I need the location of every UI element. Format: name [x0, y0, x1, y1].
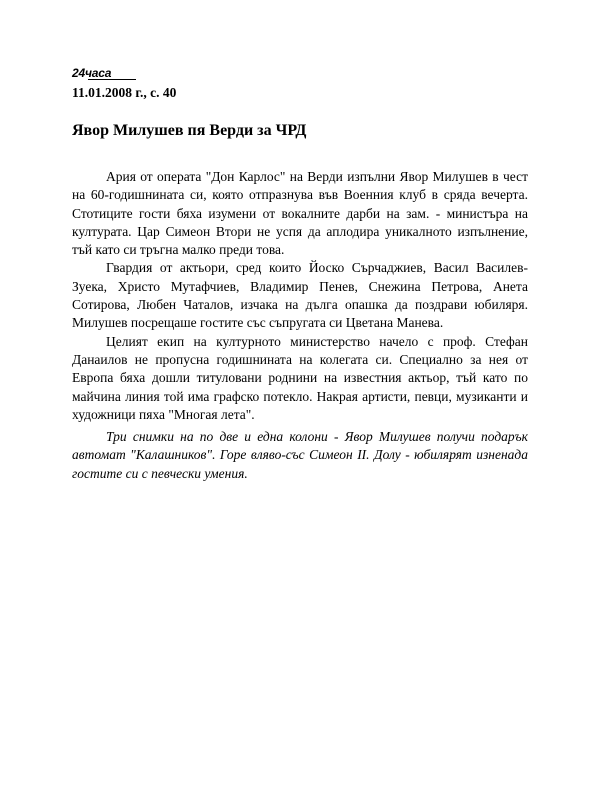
photo-caption-text: Три снимки на по две и една колони - Явор Милушев получи подарък автомат "Калашников". Горе вляво-със Симеон II. Долу - юбилярят изненада гостите си с певчески умения. — [72, 429, 528, 481]
article-paragraph: Гвардия от актьори, сред които Йоско Сърчаджиев, Васил Василев-Зуека, Христо Мутафчиев, Владимир Пенев, Снежина Петрова, Анета Сотирова, Любен Чаталов, изчака на дълга опашка да поздрави юбиляря. Милушев посрещаше гостите със съпругата си Цветана Манева. — [72, 260, 528, 331]
article-paragraph: Целият екип на културното министерство начело с проф. Стефан Данаилов не пропусна годишнината на колегата си. Специално за нея от Европа бяха дошли титуловани роднини на известния актьор, тъй като по майчина линия той има графско потекло. Накрая артисти, певци, музиканти и художници пяха "Многая лета". — [72, 333, 528, 422]
newspaper-logo — [72, 66, 136, 83]
logo-underline — [88, 79, 136, 80]
article-paragraph: Ария от операта "Дон Карлос" на Верди изпълни Явор Милушев в чест на 60-годишнината си, която отпразнува във Военния клуб в сряда вечерта. Стотиците гости бяха изумени от вокалните дарби на зам. - министъра на културата. Цар Симеон Втори не успя да аплодира уникалното изпълнение, тъй като си тръгна малко преди това. — [72, 169, 528, 258]
article-body — [72, 168, 528, 424]
article-headline: Явор Милушев пя Верди за ЧРД — [72, 122, 307, 139]
publication-dateline: 11.01.2008 г., с. 40 — [72, 85, 177, 100]
photo-caption — [72, 428, 528, 483]
newspaper-logo-text: 24часа — [72, 66, 112, 80]
